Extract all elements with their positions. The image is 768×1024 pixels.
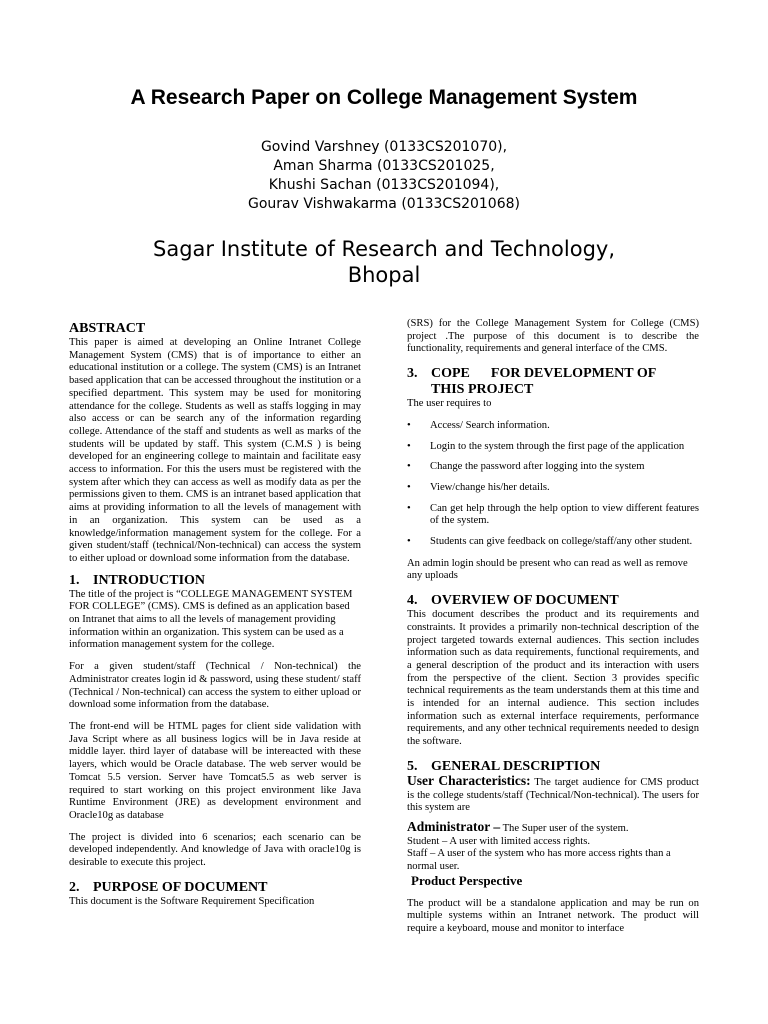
author-line: Gourav Vishwakarma (0133CS201068): [248, 196, 520, 212]
list-item: • Students can give feedback on college/staff/any other student.: [407, 536, 699, 549]
section-number: 4.: [407, 593, 418, 609]
administrator-label: Administrator –: [407, 818, 501, 834]
section-number: 3.: [407, 366, 418, 382]
section-title: THIS PROJECT: [431, 382, 534, 398]
paper-title: A Research Paper on College Management System: [130, 86, 638, 109]
product-perspective-heading: Product Perspective: [411, 872, 523, 888]
product-perspective-text: The product will be a standalone application and may be run on multiple systems within an Intranet network. The product will require a keyboard, mouse and monitor to interface: [407, 897, 699, 934]
author-line: Govind Varshney (0133CS201070),: [260, 139, 508, 155]
scope-bullet-list: [407, 420, 699, 549]
institution: [0, 236, 768, 288]
section-heading-overview: [407, 593, 699, 609]
administrator-line: [407, 818, 699, 836]
section-heading-introduction: [69, 573, 361, 589]
list-item: • Access/ Search information.: [407, 420, 699, 433]
section-number: 2.: [69, 879, 80, 895]
author-line: Khushi Sachan (0133CS201094),: [268, 177, 500, 193]
section-heading-purpose: [69, 880, 361, 896]
intro-paragraph: The title of the project is “COLLEGE MANAGEMENT SYSTEM FOR COLLEGE” (CMS). CMS is defined as an application based on Intranet that aims to all the levels of management providing information within an organization. This system can be used as a information management system for the college.: [69, 588, 353, 651]
purpose-text-start: This document is the Software Requirement Specification: [69, 895, 315, 907]
purpose-text-continued: (SRS) for the College Management System for College (CMS) project .The purpose of this document is to describe the functionality, requirements and general interface of the CMS.: [407, 318, 699, 355]
institution-city: Bhopal: [347, 263, 421, 287]
intro-paragraph: For a given student/staff (Technical / Non-technical) the Administrator creates login id & password, using these student/ staff (Technical / Non-technical) can access the system to either upload or download some information from the database.: [69, 661, 361, 711]
author-list: [0, 138, 768, 214]
intro-paragraph: The front-end will be HTML pages for client side validation with Java Script where as all business logics will be in Java reside at middle layer. third layer of database will be intereacted with these layers, which would be Oracle database. The web server would be Tomcat 5.5 version. Server have Tomcat5.5 as web server is required to start working on this project environment like Java Runtime Environment (JRE) as development environment and Oracle10g as database: [69, 720, 361, 821]
student-line: Student – A user with limited access rights.: [407, 835, 591, 847]
list-item: • Change the password after logging into the system: [407, 461, 699, 474]
section-number: 5.: [407, 758, 418, 774]
section-title: GENERAL DESCRIPTION: [431, 758, 601, 774]
section-title: PURPOSE OF DOCUMENT: [93, 879, 268, 895]
abstract-heading: ABSTRACT: [69, 321, 146, 336]
list-item: • Login to the system through the first page of the application: [407, 441, 699, 454]
institution-name: Sagar Institute of Research and Technology,: [153, 237, 615, 261]
section-title: COPE FOR DEVELOPMENT OF: [431, 366, 657, 382]
scope-intro: The user requires to: [407, 398, 492, 410]
author-line: Aman Sharma (0133CS201025,: [273, 158, 495, 174]
list-item: • Can get help through the help option to view different features of the system.: [407, 503, 699, 528]
left-column: [69, 318, 361, 908]
user-characteristics-label: User Characteristics:: [407, 772, 531, 788]
administrator-text: The Super user of the system.: [500, 822, 629, 834]
section-title: OVERVIEW OF DOCUMENT: [431, 593, 619, 609]
intro-paragraph: The project is divided into 6 scenarios; each scenario can be developed independently. And knowledge of Java with oracle10g is desirable to execute this project.: [69, 831, 361, 869]
right-column: [407, 318, 699, 936]
section-number: 1.: [69, 572, 80, 588]
staff-line: Staff – A user of the system who has more access rights than a normal user.: [407, 848, 671, 873]
list-item: • View/change his/her details.: [407, 482, 699, 495]
section-title: INTRODUCTION: [93, 572, 206, 588]
abstract-text: This paper is aimed at developing an Online Intranet College Management System (CMS) that is of importance to either an educational institution or a college. The system (CMS) is an Intranet based application that can be accessed throughout the institution or a specified department. This system may be used for monitoring attendance for the college. Students as well as staffs logging in may also access or can be search any of the information regarding college. Attendance of the staff and students as well as marks of the students will be updated by staff. This system (C.M.S ) is being developed for an engineering college to maintain and facilitate easy access to information. For this the users must be registered with the system after which they can access as well as modify data as per the permissions given to them. CMS is an intranet based application that aims at providing information to all the levels of management with in an organization. This system can be used as a knowledge/information management system for the college. For a given student/staff (technical/Non-technical) can access the system to either upload or download some information from the database.: [69, 337, 361, 564]
user-characteristics-text: The target audience for CMS product is the college students/staff (Technical/Non-technical). The users for this system are: [407, 776, 699, 814]
section-heading-scope: [407, 366, 699, 398]
scope-closing: An admin login should be present who can read as well as remove any uploads: [407, 557, 688, 582]
user-characteristics: [407, 772, 699, 815]
overview-text: This document describes the product and its requirements and constraints. It provides a primarily non-technical description of the project targeted towards external audiences. This section includes information such as data requirements, functional requirements, and a general description of the product and its interaction with users from the perspective of the client. Section 3 provides specific technical requirements as the team understands them at this time and is intended for an internal audience. This section includes information such as external interface requirements, performance requirements, and any other technical requirements needed to design the software.: [407, 609, 699, 748]
